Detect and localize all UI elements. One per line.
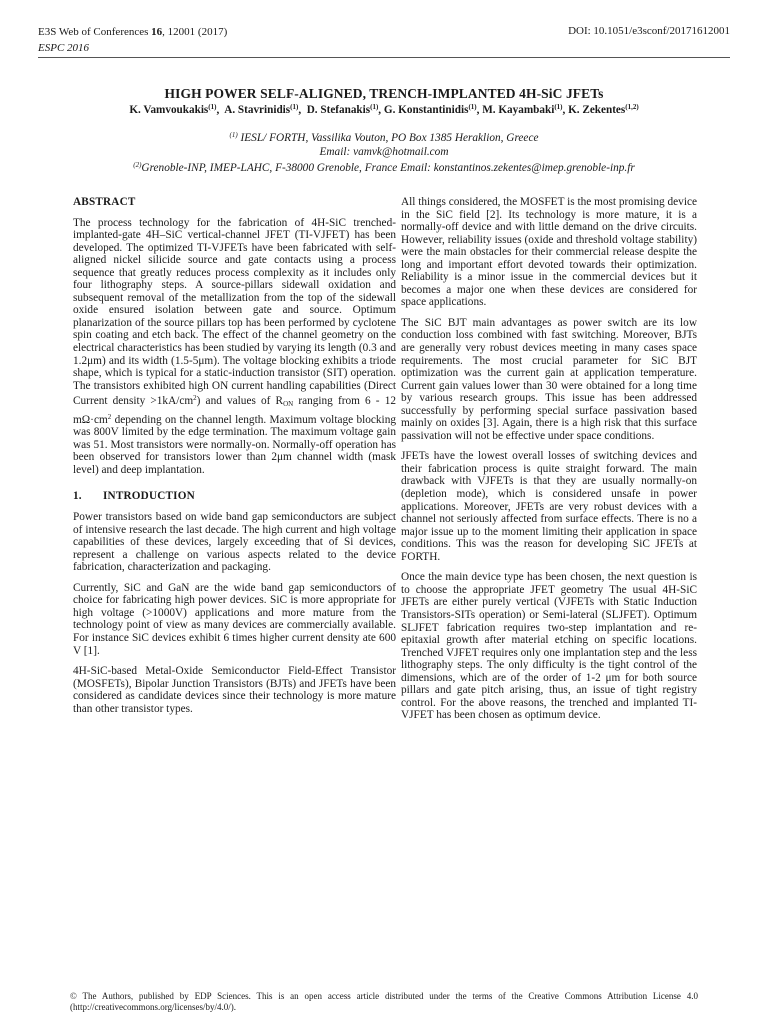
license-footer: © The Authors, published by EDP Sciences. This is an open access article distributed under the terms of the Creative Commons Attribution License 4.0 (http://creativecommons.org/licenses/by/4.0/). <box>70 991 698 1012</box>
journal-name: E3S Web of Conferences <box>38 26 149 38</box>
conference-name: ESPC 2016 <box>38 42 90 54</box>
header-rule <box>38 57 730 58</box>
journal-citation <box>38 25 227 39</box>
abstract-heading: ABSTRACT <box>73 196 136 208</box>
body-paragraph-jfet: JFETs have the lowest overall losses of switching devices and their fabrication process is quite straight forward. The main drawback with VJFETs is that they are usually normally-on (depletion mode), which is considered unsafe in power applications. Moreover, JFETs are very robust devices with a channel not seriously affected from surface effects. There is no a major issue up to the moment limiting their application in space conditions. This was the reason for developing SiC JFETs at FORTH. <box>401 450 697 563</box>
intro-paragraph-1: Power transistors based on wide band gap semiconductors are subject of intensive research the last decade. The high current and high voltage capabilities of these devices, largely exceeding that of Si devices, represent a challenge on various aspects related to the device fabrication, characterization and packaging. <box>73 511 396 574</box>
right-column <box>401 196 697 730</box>
affiliations <box>0 129 768 176</box>
affiliation-2: $^{(2)}$Grenoble-INP, IMEP-LAHC, F-38000 Grenoble, France Email: konstantinos.zekentes@imep.grenoble-inp.fr <box>133 161 635 174</box>
author: M. Kayambaki$^{(1)}$, <box>482 103 566 116</box>
section-heading-introduction: 1. INTRODUCTION <box>73 490 195 503</box>
author: D. Stefanakis$^{(1)}$, <box>306 103 382 116</box>
body-paragraph-geometry: Once the main device type has been chosen, the next question is to choose the appropriate JFET geometry The usual 4H-SiC JFETs are either purely vertical (VJFETs with Static Induction Transistors-SITs operation) or Semi-lateral (SLJFET). Optimum SLJFET fabrication requires two-step implantation and re-epitaxial growth after material etching on specific locations. Trenched VJFET requires only one implantation step and the less lithography steps. The only difficulty is the tight control of the dimensions, which are of the order of 1-2 μm for both source pillars and gate pitch arising, thus, an issue of tight registry control. For the above reasons, the trenched and implanted TI-VJFET has been chosen as optimum device. <box>401 571 697 722</box>
body-paragraph-mosfet: All things considered, the MOSFET is the most promising device in the SiC field [2]. Its technology is more mature, it is a normally-off device and with little demand on the drive circuits. However, reliability issues (oxide and threshold voltage stability) were the main obstacles for their commercial release despite the long and important effort devoted towards their optimization. Reliability is a minor issue in the commercial devices but it becomes a major one when these devices are considered for space applications. <box>401 196 697 309</box>
journal-article: , 12001 (2017) <box>162 26 228 38</box>
intro-paragraph-2: Currently, SiC and GaN are the wide band gap semiconductors of choice for fabricating high power devices. SiC is more appropriate for high voltage (>1000V) applications and more mature from the technology point of view as many devices are commercially available. For instance SiC devices exhibit 6 times higher current density ate 600 V [1]. <box>73 581 396 657</box>
author: A. Stavrinidis$^{(1)}$, <box>224 103 302 116</box>
running-header-left <box>38 25 227 55</box>
body-paragraph-bjt: The SiC BJT main advantages as power switch are its low conduction loss combined with fast switching. Moreover, BJTs are generally very robust devices meeting in many cases space requirements. The most crucial parameter for SiC BJT optimization was the current gain at application temperature. Current gain values lower than 30 were obtained for a long time by various research groups. This issue has been addressed successfully by performing special surface passivation based mainly on oxides [3]. Again, there is a high risk that this surface passivation will not be effective under space conditions. <box>401 316 697 442</box>
author: K. Zekentes$^{(1,2)}$ <box>568 103 639 116</box>
affiliation-1: $^{(1)}$ IESL/ FORTH, Vassilika Vouton, PO Box 1385 Heraklion, Greece <box>229 131 539 144</box>
abstract-paragraph: The process technology for the fabrication of 4H-SiC trenched-implanted-gate 4H–SiC vertical-channel JFET (TI-VJFET) has been developed. The optimized TI-VJFETs have been fabricated with self-aligned nickel silicide source and gate contacts using a process sequence that greatly reduces process complexity as it includes only four lithography steps. A source-pillars sidewall oxidation and subsequent removal of the metallization from the top of the sidewall oxide ensured isolation between gate and source. Optimum planarization of the source pillars top has been performed by cyclotene spin coating and etch back. The effect of the channel geometry on the electrical characteristics has been studied by varying its length (0.3 and 1.2μm) and its width (1.5-5μm). The voltage blocking exhibits a triode shape, which is typical for a static-induction transistor (SIT) operation. The transistors exhibited high ON current handling capabilities (Direct Current density $>1kA/cm^2$) and values of $R_{ON}$ ranging from 6 - 12 $m\Omega\cdot cm^2$ depending on the channel length. Maximum voltage blocking was 800V limited by the edge termination. The maximum voltage gain was 51. Most transistors were normally-on. Normally-off operation has been observed for transistors lower than 2μm channel width (mask level) and deep implantation. <box>73 216 396 476</box>
email-1: Email: vamvk@hotmail.com <box>319 145 449 158</box>
author-list <box>0 103 768 116</box>
author: G. Konstantinidis$^{(1)}$, <box>383 103 480 116</box>
author: K. Vamvoukakis$^{(1)}$, <box>129 103 220 116</box>
doi: DOI: 10.1051/e3sconf/20171612001 <box>568 25 730 37</box>
left-column <box>73 196 396 723</box>
intro-paragraph-3: 4H-SiC-based Metal-Oxide Semiconductor Field-Effect Transistor (MOSFETs), Bipolar Junction Transistors (BJTs) and JFETs have been considered as candidate devices since their technology is more mature than other transistor types. <box>73 665 396 715</box>
journal-volume: 16 <box>151 26 163 38</box>
paper-title: HIGH POWER SELF-ALIGNED, TRENCH-IMPLANTED 4H-SiC JFETs <box>164 86 604 101</box>
